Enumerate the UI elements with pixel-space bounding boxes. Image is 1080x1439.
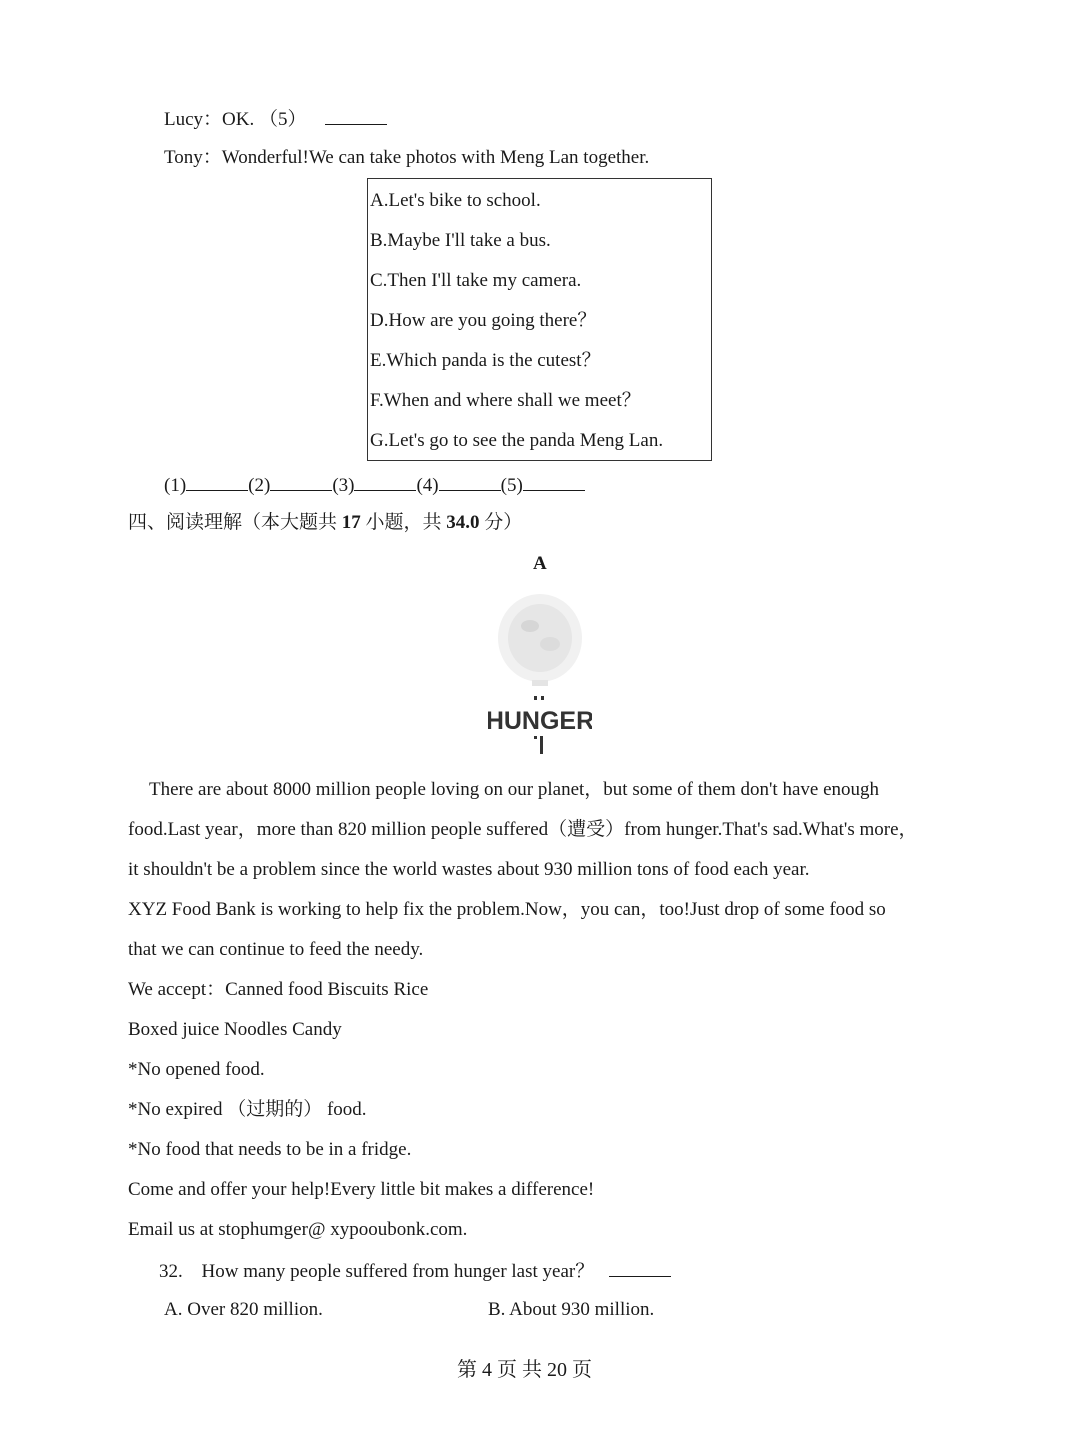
option-a: A.Let's bike to school. xyxy=(370,190,541,211)
answer-blank[interactable] xyxy=(609,1258,671,1277)
passage-line: Boxed juice Noodles Candy xyxy=(128,1019,342,1040)
answer-blank[interactable] xyxy=(186,472,248,491)
answer-label: (5) xyxy=(500,475,523,496)
passage-line: *No food that needs to be in a fridge. xyxy=(128,1139,412,1160)
passage-line: *No expired （过期的） food. xyxy=(128,1099,367,1120)
section-score: 34.0 xyxy=(446,512,480,533)
option-d: D.How are you going there？ xyxy=(370,310,597,331)
answer-blank[interactable] xyxy=(523,472,585,491)
answer-label: (4) xyxy=(416,475,439,496)
option-g: G.Let's go to see the panda Meng Lan. xyxy=(370,430,664,451)
answer-label: (1) xyxy=(164,475,187,496)
passage-line: We accept：Canned food Biscuits Rice xyxy=(128,979,429,1000)
answer-label: (3) xyxy=(332,475,355,496)
dialogue-line-tony: Tony：Wonderful!We can take photos with Meng Lan together. xyxy=(164,147,650,168)
answer-blank[interactable] xyxy=(270,472,332,491)
passage-line: Come and offer your help!Every little bit makes a difference! xyxy=(128,1179,595,1200)
section-suffix: 分） xyxy=(479,512,523,533)
passage-line: XYZ Food Bank is working to help fix the problem.Now，you can，too!Just drop of some food so xyxy=(128,899,886,920)
options-box xyxy=(367,178,712,461)
question-option-b[interactable]: B. About 930 million. xyxy=(488,1299,655,1320)
section-heading xyxy=(128,511,522,535)
answer-label: (2) xyxy=(248,475,271,496)
hunger-illustration xyxy=(488,592,592,760)
answer-blank[interactable] xyxy=(354,472,416,491)
passage-line: it shouldn't be a problem since the world wastes about 930 million tons of food each year. xyxy=(128,859,810,880)
option-f: F.When and where shall we meet？ xyxy=(370,390,641,411)
question-text: How many people suffered from hunger last year？ xyxy=(201,1261,595,1282)
section-prefix: 四、阅读理解（本大题共 xyxy=(128,512,342,533)
section-count: 17 xyxy=(341,512,361,533)
option-e: E.Which panda is the cutest？ xyxy=(370,350,601,371)
passage-line: that we can continue to feed the needy. xyxy=(128,939,424,960)
answer-blank[interactable] xyxy=(325,106,387,125)
dialogue-line-lucy xyxy=(164,106,387,132)
question-number: 32. xyxy=(159,1261,183,1282)
answer-blank[interactable] xyxy=(439,472,501,491)
passage-line: Email us at stophumger@ xypooubonk.com. xyxy=(128,1219,468,1240)
hunger-image xyxy=(488,592,592,760)
passage-line: food.Last year，more than 820 million people suffered（遭受）from hunger.That's sad.What's more， xyxy=(128,819,918,840)
passage-line: *No opened food. xyxy=(128,1059,265,1080)
question-32 xyxy=(159,1258,671,1284)
passage-letter: A xyxy=(533,553,547,574)
hunger-text: HUNGER xyxy=(488,707,592,735)
option-c: C.Then I'll take my camera. xyxy=(370,270,582,291)
dialogue-text: Lucy：OK. （5） xyxy=(164,109,307,130)
section-mid: 小题，共 xyxy=(360,512,447,533)
answer-row xyxy=(164,472,585,498)
page-footer: 第 4 页 共 20 页 xyxy=(457,1359,592,1381)
passage-line: There are about 8000 million people loving on our planet，but some of them don't have enough xyxy=(149,779,880,800)
question-option-a[interactable]: A. Over 820 million. xyxy=(164,1299,323,1320)
option-b: B.Maybe I'll take a bus. xyxy=(370,230,551,251)
